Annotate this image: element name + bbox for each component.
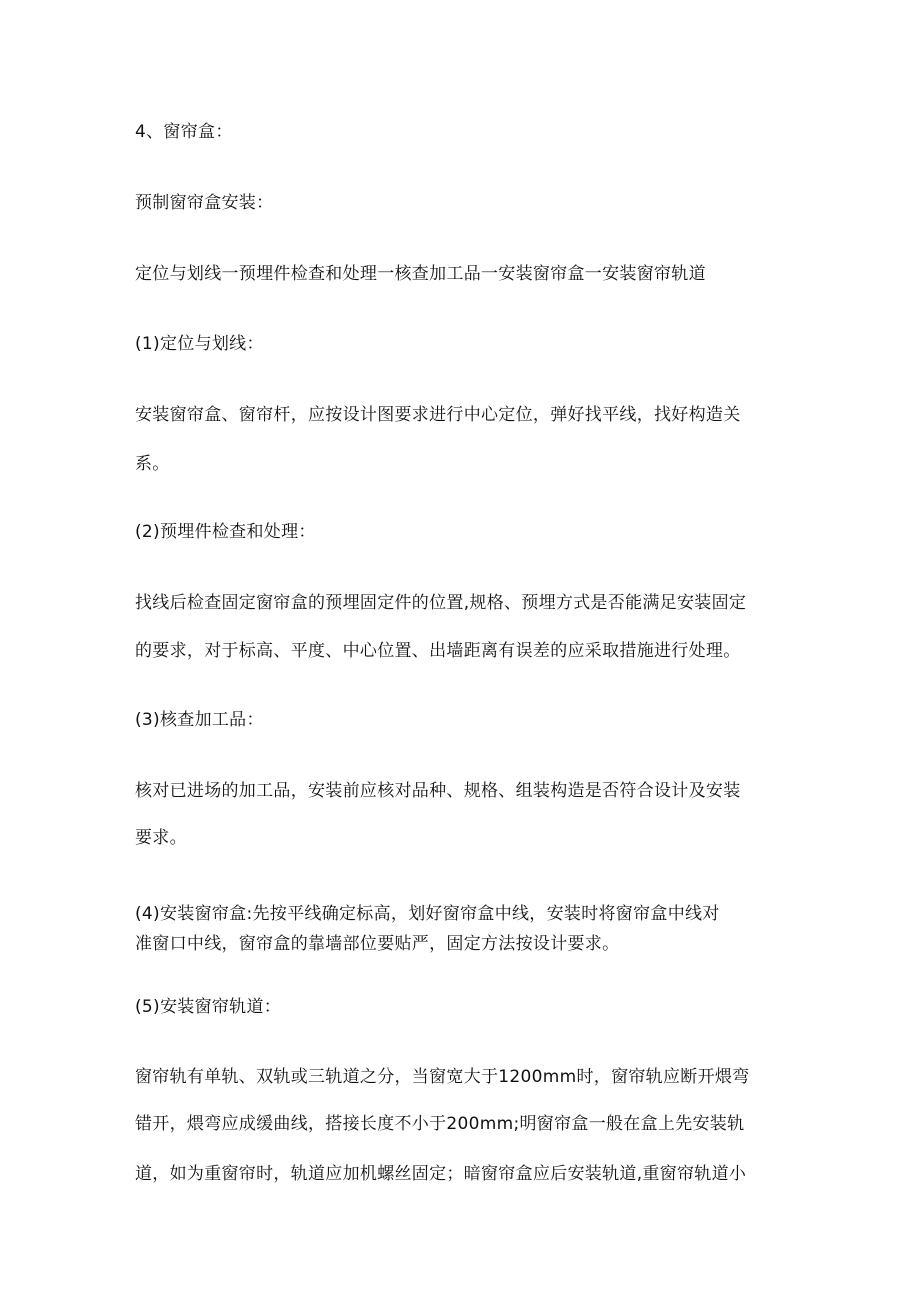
paragraph-line: 准窗口中线，窗帘盒的靠墙部位要贴严，固定方法按设计要求。 <box>135 934 620 954</box>
paragraph-line: 找线后检查固定窗帘盒的预埋固定件的位置,规格、预埋方式是否能满足安装固定 <box>135 593 747 613</box>
step-heading-5: (5)安装窗帘轨道： <box>135 997 282 1017</box>
paragraph-line: 安装窗帘盒、窗帘杆，应按设计图要求进行中心定位，弹好找平线，找好构造关 <box>135 405 741 425</box>
paragraph-line: 要求。 <box>135 828 187 848</box>
subheading-prefab-install: 预制窗帘盒安装： <box>135 193 274 213</box>
paragraph-line: 错开，煨弯应成缓曲线，搭接长度不小于200mm;明窗帘盒一般在盒上先安装轨 <box>135 1114 745 1134</box>
process-flow-text: 定位与划线一预埋件检查和处理一核查加工品一安装窗帘盒一安装窗帘轨道 <box>135 264 706 284</box>
paragraph-line: 的要求，对于标高、平度、中心位置、出墙距离有误差的应采取措施进行处理。 <box>135 641 741 661</box>
step-heading-3: (3)核查加工品： <box>135 710 264 730</box>
paragraph-line: 窗帘轨有单轨、双轨或三轨道之分，当窗宽大于1200mm时，窗帘轨应断开煨弯 <box>135 1067 750 1087</box>
paragraph-line: 核对已进场的加工品，安装前应核对品种、规格、组装构造是否符合设计及安装 <box>135 781 741 801</box>
paragraph-line: 道，如为重窗帘时，轨道应加机螺丝固定；暗窗帘盒应后安装轨道,重窗帘轨道小 <box>135 1164 747 1184</box>
step-heading-1: (1)定位与划线： <box>135 334 264 354</box>
step-heading-4: (4)安装窗帘盒:先按平线确定标高，划好窗帘盒中线，安装时将窗帘盒中线对 <box>135 904 720 924</box>
step-heading-2: (2)预埋件检查和处理： <box>135 522 316 542</box>
section-heading-curtain-box: 4、窗帘盒： <box>135 122 233 142</box>
paragraph-line: 系。 <box>135 454 170 474</box>
